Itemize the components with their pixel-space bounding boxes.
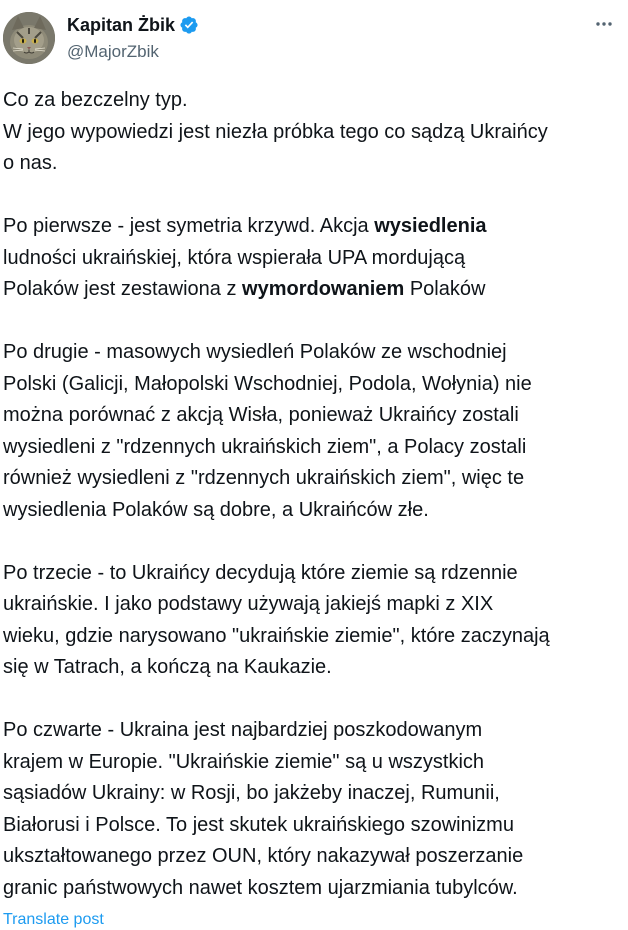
text-line: Polski (Galicji, Małopolski Wschodniej, Podola, Wołynia) nie [3, 372, 532, 395]
paragraph-2 [3, 211, 619, 306]
text-line: wysiedleni z "rdzennych ukraińskich ziem", a Polacy zostali [3, 435, 527, 458]
more-horizontal-icon[interactable] [592, 12, 616, 36]
text-line: ukraińskie. I jako podstawy używają jakiejś mapki z XIX [3, 593, 494, 615]
cat-avatar-image [3, 12, 55, 64]
text-line: Polaków [404, 278, 486, 300]
tweet-text [3, 85, 619, 904]
author-name-row [67, 14, 199, 36]
text-line: wysiedlenia Polaków są dobre, a Ukraińców złe. [3, 498, 429, 521]
text-line: o nas. [3, 152, 58, 174]
tweet-header [0, 0, 628, 80]
text-line: krajem w Europie. "Ukraińskie ziemie" są u wszystkich [3, 750, 485, 773]
text-line: się w Tatrach, a kończą na Kaukazie. [3, 656, 332, 678]
text-line: ludności ukraińskiej, która wspierała UPA mordującą [3, 246, 466, 269]
avatar[interactable] [3, 12, 55, 64]
text-line: ukształtowanego przez OUN, który nakazywał poszerzanie [3, 845, 524, 867]
text-line: można porównać z akcją Wisła, ponieważ Ukraińcy zostali [3, 404, 519, 426]
text-line: granic państwowych nawet kosztem ujarzmiania tubylców. [3, 876, 518, 899]
paragraph-4 [3, 558, 619, 684]
paragraph-5 [3, 715, 619, 904]
text-line: Po pierwsze - jest symetria krzywd. Akcja [3, 215, 375, 237]
text-line: W jego wypowiedzi jest niezła próbka tego co sądzą Ukraińcy [3, 120, 548, 143]
text-line: Po drugie - masowych wysiedleń Polaków ze wschodniej [3, 341, 507, 363]
author-display-name[interactable]: Kapitan Żbik [67, 15, 176, 35]
translate-post-link[interactable]: Translate post [3, 911, 104, 928]
text-line: Po trzecie - to Ukraińcy decydują które ziemie są rdzennie [3, 561, 518, 584]
bold-word: wymordowaniem [242, 278, 405, 300]
text-line: również wysiedleni z "rdzennych ukraińskich ziem", więc te [3, 467, 525, 489]
verified-badge-icon[interactable] [179, 15, 199, 35]
text-line: sąsiadów Ukrainy: w Rosji, bo jakżeby inaczej, Rumunii, [3, 782, 500, 804]
text-line: Polaków jest zestawiona z [3, 278, 243, 300]
text-line: wieku, gdzie narysowano "ukraińskie ziemie", które zaczynają [3, 624, 550, 647]
text-line: Co za bezczelny typ. [3, 89, 188, 111]
author-handle[interactable]: @MajorZbik [67, 42, 159, 61]
bold-word: wysiedlenia [374, 215, 487, 237]
text-line: Po czwarte - Ukraina jest najbardziej poszkodowanym [3, 719, 483, 741]
paragraph-1 [3, 85, 619, 180]
paragraph-3 [3, 337, 619, 526]
text-line: Białorusi i Polsce. To jest skutek ukraińskiego szowinizmu [3, 813, 514, 836]
